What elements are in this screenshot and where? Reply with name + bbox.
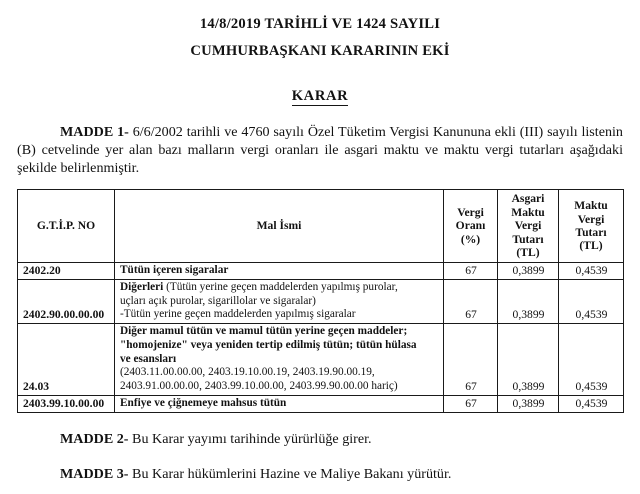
cell-vergi-orani: 67	[444, 396, 498, 413]
column-header-asgari-maktu-line-2: Maktu	[511, 205, 545, 219]
cell-asgari-maktu: 0,3899	[498, 262, 559, 279]
column-header-mal-ismi: Mal İsmi	[115, 190, 444, 262]
column-header-vergi-orani-line-2: Oranı	[455, 219, 486, 233]
column-header-vergi-orani-line-1: Vergi	[457, 205, 484, 219]
article-1-paragraph	[17, 106, 623, 178]
document-title-line-2: CUMHURBAŞKANI KARARININ EKİ	[190, 42, 450, 59]
table-row	[18, 262, 624, 279]
column-header-vergi-orani	[444, 190, 498, 262]
mal-ismi-line: Tütün içeren sigaralar	[120, 263, 229, 276]
column-header-asgari-maktu-line-3: Vergi	[514, 219, 542, 233]
cell-maktu: 0,4539	[559, 324, 624, 396]
cell-maktu: 0,4539	[559, 279, 624, 323]
article-3-text: Bu Karar hükümlerini Hazine ve Maliye Bakanı yürütür.	[128, 466, 452, 483]
table-row	[18, 396, 624, 413]
column-header-gtip: G.T.İ.P. NO	[18, 190, 115, 262]
mal-ismi-line: Enfiye ve çiğnemeye mahsus tütün	[120, 397, 287, 410]
tax-table-wrapper	[17, 189, 623, 413]
cell-maktu: 0,4539	[559, 262, 624, 279]
cell-vergi-orani: 67	[444, 262, 498, 279]
cell-gtip: 2402.90.00.00.00	[18, 279, 115, 323]
article-1-text: 6/6/2002 tarihli ve 4760 sayılı Özel Tüketim Vergisi Kanununa ekli (III) sayılı listenin (B) cetvelinde yer alan bazı malların vergi oranları ile asgari maktu ve maktu vergi tutarları aşağıdaki şekilde belirlenmiştir.	[17, 123, 623, 177]
tax-table	[17, 189, 624, 413]
mal-ismi-lead-bold: Diğerleri	[120, 280, 164, 293]
column-header-vergi-orani-line-3: (%)	[460, 232, 481, 246]
cell-maktu: 0,4539	[559, 396, 624, 413]
column-header-maktu-line-2: Vergi	[577, 212, 605, 226]
article-2-paragraph	[17, 413, 623, 448]
cell-mal-ismi	[115, 279, 444, 323]
section-heading-karar: KARAR	[291, 88, 349, 105]
mal-ismi-line: 2403.91.00.00.00, 2403.99.10.00.00, 2403.99.90.00.00 hariç)	[120, 380, 398, 393]
article-3-label: MADDE 3-	[60, 466, 129, 483]
cell-asgari-maktu: 0,3899	[498, 396, 559, 413]
cell-mal-ismi	[115, 396, 444, 413]
article-3-paragraph	[17, 448, 623, 483]
column-header-asgari-maktu-line-4: Tutarı	[512, 232, 544, 246]
mal-ismi-line: Diğer mamul tütün ve mamul tütün yerine geçen maddeler;	[120, 325, 408, 338]
document-title-line-1: 14/8/2019 TARİHLİ VE 1424 SAYILI	[199, 16, 441, 32]
column-header-asgari-maktu	[498, 190, 559, 262]
cell-gtip: 2402.20	[18, 262, 115, 279]
table-header-row	[18, 190, 624, 262]
column-header-asgari-maktu-line-5: (TL)	[516, 246, 540, 260]
table-row	[18, 279, 624, 323]
column-header-maktu-line-3: Tutarı	[575, 226, 607, 240]
tax-table-body	[18, 262, 624, 413]
mal-ismi-line: ve esansları	[120, 352, 177, 365]
mal-ismi-line: "homojenize" veya yeniden tertip edilmiş tütün; tütün hülasa	[120, 338, 417, 351]
column-header-maktu-line-4: (TL)	[579, 239, 603, 253]
section-heading-wrapper	[0, 87, 640, 105]
cell-gtip: 24.03	[18, 324, 115, 396]
article-1-label: MADDE 1-	[60, 123, 129, 140]
mal-ismi-line: uçları açık purolar, sigarillolar ve sigaralar)	[120, 294, 316, 307]
cell-asgari-maktu: 0,3899	[498, 324, 559, 396]
cell-vergi-orani: 67	[444, 279, 498, 323]
column-header-asgari-maktu-line-1: Asgari	[511, 192, 545, 206]
article-2-text: Bu Karar yayımı tarihinde yürürlüğe girer.	[128, 431, 372, 448]
table-row	[18, 324, 624, 396]
column-header-maktu-line-1: Maktu	[574, 199, 608, 213]
cell-vergi-orani: 67	[444, 324, 498, 396]
column-header-maktu	[559, 190, 624, 262]
article-2-label: MADDE 2-	[60, 431, 129, 448]
mal-ismi-line: -Tütün yerine geçen maddelerden yapılmış sigaralar	[120, 308, 356, 321]
cell-gtip: 2403.99.10.00.00	[18, 396, 115, 413]
document-title	[0, 0, 640, 58]
mal-ismi-line: (2403.11.00.00.00, 2403.19.10.00.19, 2403.19.90.00.19,	[120, 366, 375, 379]
cell-mal-ismi	[115, 262, 444, 279]
cell-mal-ismi	[115, 324, 444, 396]
mal-ismi-line: Diğerleri (Tütün yerine geçen maddelerden yapılmış purolar,	[120, 280, 398, 293]
cell-asgari-maktu: 0,3899	[498, 279, 559, 323]
